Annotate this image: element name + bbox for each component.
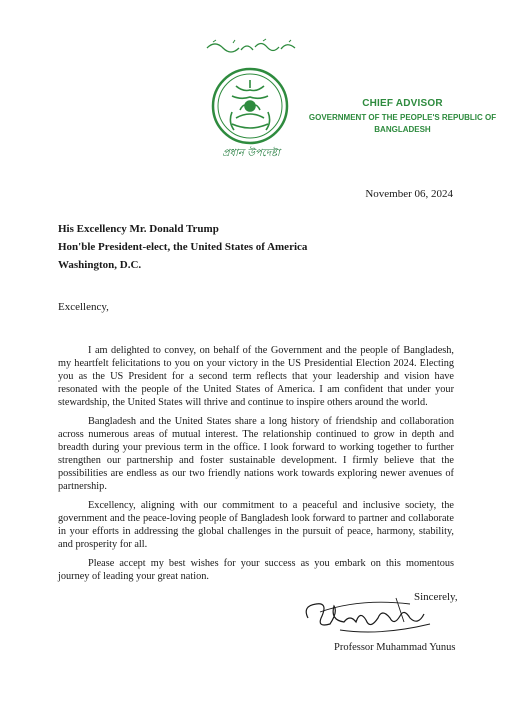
letter-date: November 06, 2024 <box>365 188 453 200</box>
government-emblem-icon <box>210 66 290 146</box>
bismillah-calligraphy <box>205 38 297 54</box>
closing: Sincerely, <box>414 591 458 603</box>
body-paragraph: I am delighted to convey, on behalf of the Government and the people of Bangladesh, my heartfelt felicitations to you on your victory in the US Presidential Election 2024. Electing you as the US President for a second term reflects that your leadership and vision have resonated with the people of the United States of America. I am confident that under your stewardship, the United States will thrive and continue to inspire others around the world. <box>58 345 454 408</box>
body-paragraph: Excellency, aligning with our commitment to a peaceful and inclusive society, the government and the peace-loving people of Bangladesh look forward to partner and collaborate in your efforts in addressing the global challenges in the pursuit of peace, harmony, stability, and prosperity for all. <box>58 500 454 550</box>
body-paragraph: Bangladesh and the United States share a long history of friendship and collaboration across numerous areas of mutual interest. The relationship continued to grow in depth and breadth during your previous term in the office. I look forward to working together to further strengthen our partnership and foster sustainable development. I firmly believe that the possibilities are endless as our two friendly nations work towards exploring newer avenues of partnership. <box>58 416 454 492</box>
letter-body <box>58 344 454 589</box>
salutation: Excellency, <box>58 301 109 313</box>
signer-name: Professor Muhammad Yunus <box>334 642 456 653</box>
emblem-caption: প্রধান উপদেষ্টা <box>222 148 280 159</box>
office-title <box>300 98 505 134</box>
office-title-line1: CHIEF ADVISOR <box>362 98 443 109</box>
body-paragraph: Please accept my best wishes for your success as you embark on this momentous journey of leading your great nation. <box>58 558 454 582</box>
recipient-name: His Excellency Mr. Donald Trump <box>58 223 219 235</box>
office-title-line2: GOVERNMENT OF THE PEOPLE'S REPUBLIC OF <box>308 113 497 122</box>
recipient-address: Washington, D.C. <box>58 259 142 271</box>
recipient-title: Hon'ble President-elect, the United States of America <box>58 241 308 253</box>
office-title-line3: BANGLADESH <box>374 125 431 134</box>
recipient-block <box>58 220 307 274</box>
